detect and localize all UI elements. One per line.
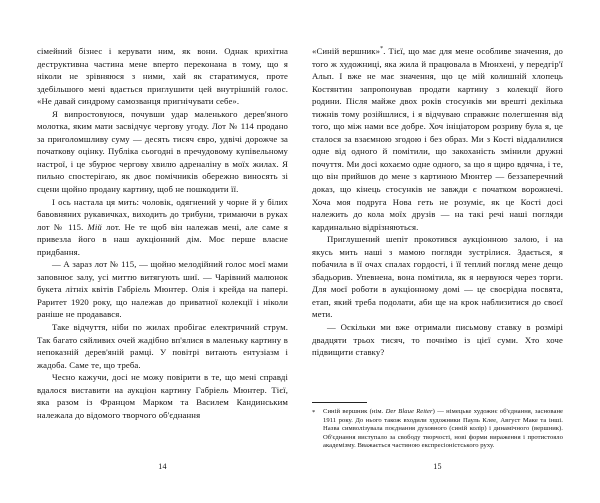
paragraph xyxy=(312,45,563,233)
footnote-text xyxy=(323,408,563,451)
paragraph: — Оскільки ми вже отримали письмову ставку в розмірі двадцяти трьох тисяч, то почнімо із цієї суми. Хто хоче підвищити ставку? xyxy=(312,322,563,358)
paragraph-text-before-footnote-ref: «Синій вершник» xyxy=(312,46,381,56)
page-number: 14 xyxy=(158,462,167,471)
paragraph-text-after-italic: лот. Не те щоб він належав мені, але саме я привезла його в наш аукціонний дім. Моє перше власне придбання. xyxy=(37,221,288,257)
footnote-marker: * xyxy=(312,408,316,416)
left-page-textblock xyxy=(37,45,288,421)
right-page-textblock xyxy=(312,45,563,359)
page-number: 15 xyxy=(433,462,442,471)
footnote-text-before-italic: Синій вершник (нім. xyxy=(323,408,386,416)
paragraph: Таке відчуття, ніби по жилах пробігає електричний струм. Так багато сяйливих очей жадібно вп'ялися в маленьку картину в непоказній дерев'яній рамці. У повітрі витають ентузіазм і жадоба. Саме те, що треба. xyxy=(37,322,288,370)
paragraph: сімейний бізнес і керувати ним, як вони. Однак крихітна деструктивна частина мене вперто переконана в тому, що я ніколи не зрівняюся з ними, хай як старатимуся, проте здебільшого мені вдається приглушити цей внутрішній голос. «Не давай синдрому самозванця пригнічувати себе». xyxy=(37,46,288,107)
footnote xyxy=(312,408,563,451)
page-right xyxy=(300,0,600,503)
italic-emphasis: Мій xyxy=(87,221,102,232)
footnote-text-after-italic: ) — німецьке художнє об'єднання, засноване 1911 року. До нього також входили художники Пауль Клее, Август Маке та інші. Назва символізувала поєднання духовного (синій колір) і динамічного (вершник). Об'єднання виступало за свободу творчості, нові форми вираження і протистояло академізму. Вважається частиною експресіоністського руху. xyxy=(323,408,564,450)
paragraph: Чесно кажучи, досі не можу повірити в те, що мені справді вдалося виставити на аукціон картину Габріель Мюнтер. Тієї, яка разом із Францом Марком та Василем Кандинським належала до відомого творчого об'єднання xyxy=(37,372,288,420)
paragraph xyxy=(37,196,288,259)
footnote-separator-rule xyxy=(312,402,367,403)
paragraph-text-before-italic: І ось настала ця мить: чоловік, одягнений у чорне й у білих бавовняних рукавичках, виходить до трибуни, тримаючи в руках лот № 115. xyxy=(37,196,288,232)
footnote-section xyxy=(312,402,563,451)
footnote-italic-title: Der Blaue Reiter xyxy=(385,408,433,416)
paragraph-text-after-footnote-ref: . Тієї, що має для мене особливе значення, до того ж художниці, яка жила й працювала в Мюнхені, у передгір'ї Альп. І вже не має значення, що це мій колишній хлопець Костянтин запропонував продати картину з колекції його родини. Після майже двох років стосунків ми врешті декілька тижнів тому розійшлися, і я відчуваю справжнє полегшення від того, що між нами все добре. Хоч ініціатором розриву була я, це сталося за взаємною згодою і без образ. Ми з Кості віддалилися одне від одного й помітили, що закоханість змінили дружні почуття. Ми досі кохаємо одне одного, за що я щиро вдячна, і те, що він прийшов до мене з картиною Мюнтер — беззаперечний доказ, що кінець стосунків не завжди є початком ворожнечі. Хоча моя подруга Нова геть не розуміє, як це Кості досі належить до кола моїх друзів — на такі речі наші погляди кардинально відрізняються. xyxy=(312,46,563,232)
paragraph: Я випростовуюся, почувши удар маленького дерев'яного молотка, яким мати засвідчує чергову угоду. Лот № 114 продано за приголомшливу суму — десять тисяч євро, удвічі дорожче за початкову оцінку. Публіка сьогодні в пречудовому купівельному настрої, і це збурює чергову хвилю адреналіну в моїх жилах. Я пильно спостерігаю, як двоє помічників обережно виносять зі сцени щойно продану картину, щоб не пошкодити її. xyxy=(37,108,288,195)
paragraph: — А зараз лот № 115, — щойно мелодійний голос моєї мами заповнює залу, усі миттю витягують шиї. — Чарівний малюнок букета літніх квітів Габріель Мюнтер. Олія і крейда на папері. Раритет 1920 року, що належав до приватної колекції і ніколи раніше не продавався. xyxy=(37,259,288,320)
footnote-reference-marker: * xyxy=(380,46,384,53)
paragraph: Приглушений шепіт прокотився аукціонною залою, і на якусь мить наші з мамою погляди зустрілися. Здається, я побачила в її очах спалах гордості, і її теплий погляд мене дещо збадьорив. Упевнена, вона помітила, як я нервуюся через торги. Для моєї роботи в аукціонному домі — це своєрідна посвята, етап, який треба подолати, аби ще на крок наблизитися до своєї мети. xyxy=(312,234,563,320)
